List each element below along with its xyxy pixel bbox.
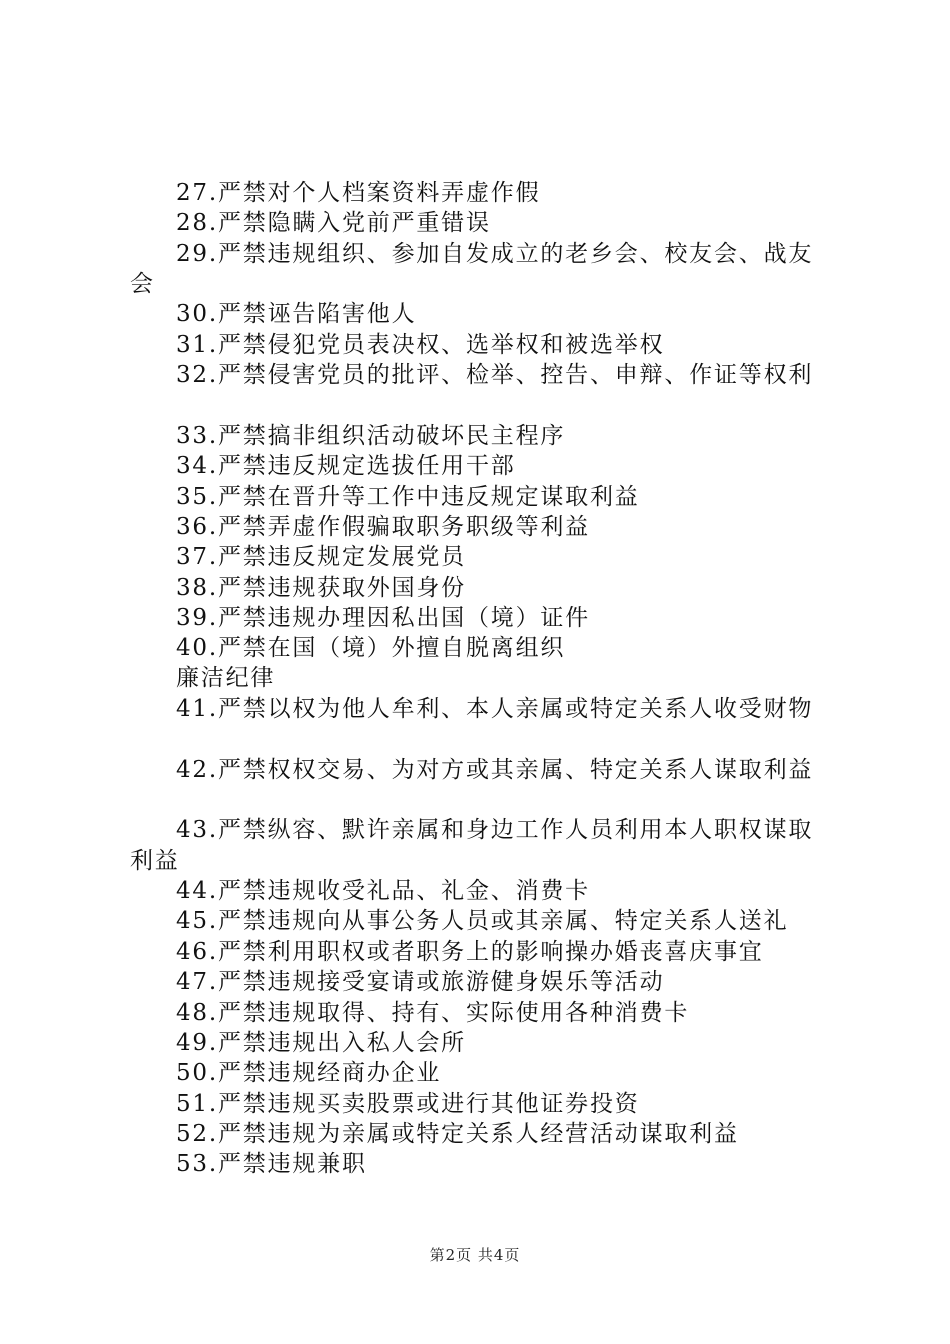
rule-item-39: 39.严禁违规办理因私出国（境）证件 <box>176 605 590 631</box>
rule-item-51: 51.严禁违规买卖股票或进行其他证券投资 <box>176 1091 640 1117</box>
rule-item-45: 45.严禁违规向从事公务人员或其亲属、特定关系人送礼 <box>176 908 789 934</box>
rule-item-29-continuation: 会 <box>130 271 155 297</box>
rule-item-30: 30.严禁诬告陷害他人 <box>176 301 417 327</box>
page-footer: 第2页 共4页 <box>429 1246 521 1264</box>
rule-item-31: 31.严禁侵犯党员表决权、选举权和被选举权 <box>176 332 665 358</box>
rule-item-36: 36.严禁弄虚作假骗取职务职级等利益 <box>176 514 590 540</box>
rule-item-29: 29.严禁违规组织、参加自发成立的老乡会、校友会、战友 <box>176 241 814 267</box>
rule-item-40: 40.严禁在国（境）外擅自脱离组织 <box>176 635 566 661</box>
rule-item-35: 35.严禁在晋升等工作中违反规定谋取利益 <box>176 484 640 510</box>
rule-item-48: 48.严禁违规取得、持有、实际使用各种消费卡 <box>176 1000 690 1026</box>
rule-item-43: 43.严禁纵容、默许亲属和身边工作人员利用本人职权谋取 <box>176 817 814 843</box>
rule-item-50: 50.严禁违规经商办企业 <box>176 1060 442 1086</box>
rule-item-37: 37.严禁违反规定发展党员 <box>176 544 466 570</box>
rule-item-44: 44.严禁违规收受礼品、礼金、消费卡 <box>176 878 590 904</box>
rule-item-38: 38.严禁违规获取外国身份 <box>176 575 466 601</box>
rule-item-32: 32.严禁侵害党员的批评、检举、控告、申辩、作证等权利 <box>176 362 814 388</box>
rule-item-47: 47.严禁违规接受宴请或旅游健身娱乐等活动 <box>176 969 665 995</box>
rule-item-53: 53.严禁违规兼职 <box>176 1151 367 1177</box>
rule-item-27: 27.严禁对个人档案资料弄虚作假 <box>176 180 541 206</box>
rule-item-43-continuation: 利益 <box>130 848 180 874</box>
rule-item-33: 33.严禁搞非组织活动破坏民主程序 <box>176 423 566 449</box>
rule-item-46: 46.严禁利用职权或者职务上的影响操办婚丧喜庆事宜 <box>176 939 764 965</box>
section-heading: 廉洁纪律 <box>176 665 276 691</box>
rule-item-42: 42.严禁权权交易、为对方或其亲属、特定关系人谋取利益 <box>176 757 814 783</box>
rule-item-52: 52.严禁违规为亲属或特定关系人经营活动谋取利益 <box>176 1121 739 1147</box>
rule-item-41: 41.严禁以权为他人牟利、本人亲属或特定关系人收受财物 <box>176 696 814 722</box>
rule-item-34: 34.严禁违反规定选拔任用干部 <box>176 453 516 479</box>
rule-item-49: 49.严禁违规出入私人会所 <box>176 1030 466 1056</box>
rule-item-28: 28.严禁隐瞒入党前严重错误 <box>176 210 491 236</box>
